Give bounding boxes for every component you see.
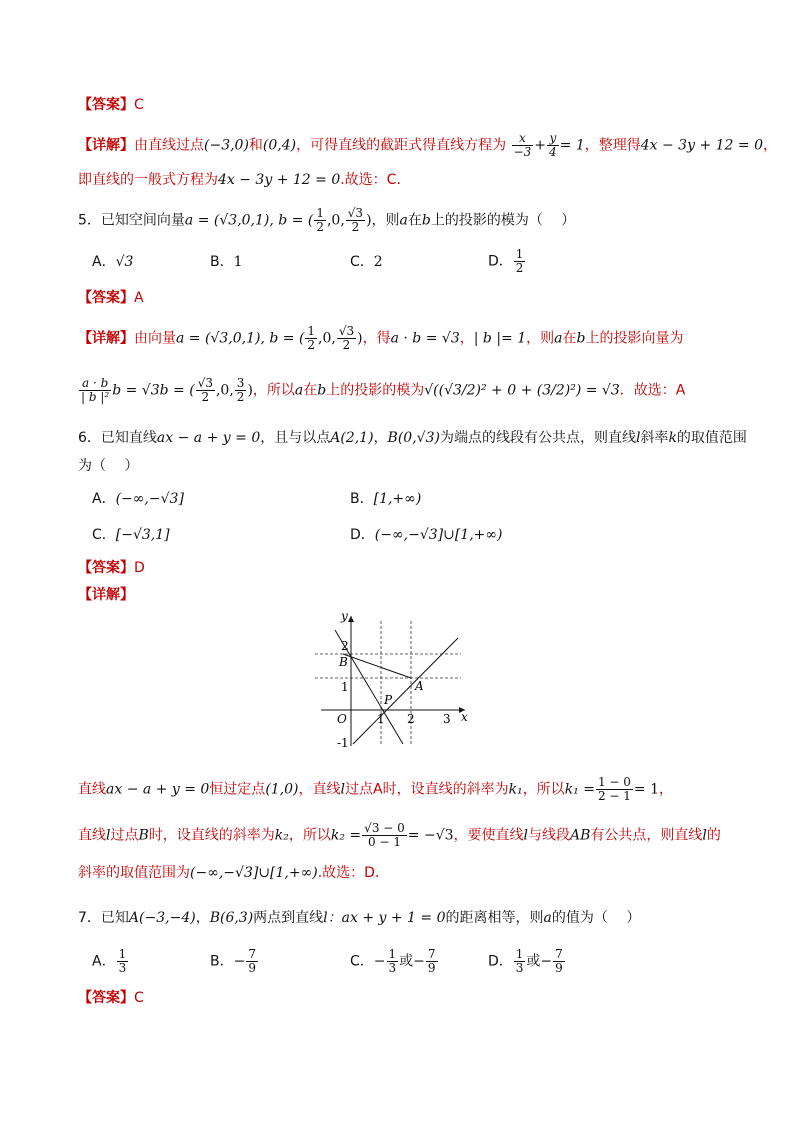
math: = 1 — [559, 137, 585, 154]
detail-text: 上的投影的模为 — [326, 382, 425, 399]
q5-detail-line1 — [78, 325, 734, 352]
question-text: ， — [373, 430, 388, 446]
math: b = √3b = ( — [112, 382, 195, 399]
q6-option-d[interactable]: D．(−∞,−√3]∪[1,+∞) — [350, 527, 503, 543]
q5-option-d[interactable]: D． $\frac{1}{2}$ — [488, 247, 524, 275]
q5-option-c[interactable]: C．2 — [350, 254, 383, 270]
detail-text: ， — [459, 330, 474, 347]
math: l — [702, 827, 707, 844]
y-tick-neg1: -1 — [337, 736, 349, 750]
q7-option-b[interactable]: B．− $\frac{7}{9}$ — [210, 947, 256, 975]
q6-graph — [315, 606, 475, 756]
detail-text: ，整理得 — [584, 137, 641, 154]
math: ) — [247, 382, 253, 399]
q6-answer — [78, 558, 734, 578]
math: l — [106, 827, 111, 844]
q6-stem-line2 — [78, 456, 734, 476]
answer-label: 【答案】 — [78, 97, 134, 113]
q5-answer — [78, 288, 734, 308]
q4-detail-line1 — [78, 131, 777, 159]
detail-text: 由向量 — [134, 330, 176, 347]
math: AB — [570, 827, 591, 844]
math: ,0, — [215, 382, 234, 399]
detail-text: 和 — [248, 137, 263, 154]
detail-text: 过点 — [110, 827, 139, 844]
math: B(6,3) — [209, 910, 254, 926]
question-text: 两点到直线 — [253, 910, 324, 926]
q7-option-c[interactable]: C．− $\frac{1}{3}$ 或− $\frac{7}{9}$ — [350, 947, 436, 975]
answer-value: D — [134, 560, 145, 576]
detail-text: 上的投影向量为 — [585, 330, 684, 347]
math: ) — [357, 330, 363, 347]
question-text: 在 — [407, 212, 422, 229]
question-text: 斜率 — [640, 430, 669, 446]
x-axis-label: x — [461, 710, 468, 724]
question-text: 为（ ） — [78, 458, 139, 474]
q5-detail-line2 — [78, 377, 734, 404]
x-tick-1: 1 — [377, 712, 385, 726]
math: k₁ — [508, 781, 523, 798]
math: l — [340, 781, 345, 798]
fraction: $\frac{√3 - 0}{0 - 1}$ — [364, 821, 405, 849]
math: a — [554, 330, 563, 347]
math: a · b = √3 — [390, 330, 460, 347]
math: (1,0) — [265, 781, 299, 798]
math: = 1 — [633, 781, 660, 798]
detail-text: ，所以 — [252, 382, 295, 399]
question-text: 的取值范围 — [676, 430, 747, 446]
math: (0,4) — [262, 137, 297, 154]
fraction: $\frac{1}{2}$ — [316, 206, 324, 234]
math: ) — [366, 212, 372, 229]
q6-explain-line3 — [78, 863, 734, 883]
q6-stem-line1 — [78, 428, 747, 448]
detail-text: 时，设直线的斜率为 — [148, 827, 275, 844]
q6-option-c[interactable]: C．[−√3,1] — [92, 527, 170, 543]
graph-lines — [335, 630, 458, 744]
detail-text: 斜率的取值范围为 — [78, 865, 190, 881]
point-b-label: B — [339, 655, 348, 669]
answer-label: 【答案】 — [78, 290, 134, 306]
question-text: 5．已知空间向量 — [78, 212, 185, 229]
detail-text: ，所以 — [522, 781, 565, 798]
math: 4x − 3y + 12 = 0 — [640, 137, 763, 154]
q5-option-b[interactable]: B．1 — [210, 254, 243, 270]
detail-text: 过点A时，设直线的斜率为 — [345, 781, 509, 798]
q5-stem — [78, 207, 734, 234]
q4-answer — [78, 95, 734, 115]
detail-text: ，得 — [362, 330, 391, 347]
question-text: ，且与以点 — [260, 430, 331, 446]
fraction: $\frac{x}{-3}$ — [513, 131, 532, 159]
math: l — [635, 430, 641, 446]
math: √((√3/2)² + 0 + (3/2)²) = √3 — [424, 382, 620, 399]
math: 4x − 3y + 12 = 0 — [218, 172, 341, 188]
detail-text: 由直线过点 — [134, 137, 204, 154]
answer-label: 【答案】 — [78, 560, 134, 576]
detail-text: 与线段 — [528, 827, 571, 844]
math: ,0, — [326, 212, 345, 229]
math: b — [421, 212, 431, 229]
math: = −√3 — [407, 827, 454, 844]
math: k₂ — [274, 827, 289, 844]
detail-text: ，则 — [526, 330, 555, 347]
fraction: $\frac{√3}{2}$ — [197, 376, 213, 404]
answer-value: C — [134, 97, 144, 113]
math: b — [576, 330, 586, 347]
math: (−3,0) — [204, 137, 249, 154]
math: a = (√3,0,1), b = ( — [184, 212, 314, 229]
q7-option-a[interactable]: A． $\frac{1}{3}$ — [92, 947, 127, 975]
detail-text: 在 — [303, 382, 318, 399]
question-text: 的距离相等，则 — [445, 910, 544, 926]
q7-answer — [78, 988, 734, 1008]
q6-option-b[interactable]: B．[1,+∞) — [350, 491, 422, 507]
question-text: ， — [195, 910, 210, 926]
detail-text: 恒过定点 — [209, 781, 266, 798]
detail-label: 【详解】 — [78, 137, 134, 154]
origin-label: O — [337, 712, 347, 726]
detail-text: .故选：D. — [317, 865, 380, 881]
detail-text: ．故选：A — [619, 382, 686, 399]
detail-text: .故选：C. — [340, 172, 401, 188]
y-axis-label: y — [341, 609, 348, 623]
math: ,0, — [318, 330, 336, 347]
math: a — [399, 212, 408, 229]
math: ax − a + y = 0 — [156, 430, 261, 446]
math: A(2,1) — [330, 430, 374, 446]
math: k₁ = — [564, 781, 595, 798]
question-text: 的值为（ ） — [551, 910, 641, 926]
math: a — [294, 382, 304, 399]
fraction: $\frac{1}{2}$ — [307, 324, 316, 352]
math: a — [543, 910, 552, 926]
question-text: 上的投影的模为（ ） — [430, 212, 576, 229]
q5-option-a[interactable]: A．√3 — [92, 254, 134, 270]
x-tick-3: 3 — [443, 712, 451, 726]
q6-explain-line1 — [78, 776, 734, 803]
question-text: 为端点的线段有公共点，则直线 — [439, 430, 636, 446]
detail-text: ，要使直线 — [453, 827, 524, 844]
fraction: $\frac{y}{4}$ — [549, 131, 557, 159]
math: B(0,√3) — [387, 430, 440, 446]
detail-text: 在 — [562, 330, 577, 347]
fraction: $\frac{a \cdot b}{\text{| b |²}}$ — [81, 376, 110, 404]
fraction: $\frac{√3}{2}$ — [347, 206, 364, 234]
math: A(−3,−4) — [128, 910, 196, 926]
answer-value: A — [134, 290, 144, 306]
detail-text: ，直线 — [298, 781, 341, 798]
math: ax − a + y = 0 — [106, 781, 210, 798]
detail-text: ，可得直线的截距式得直线方程为 — [296, 137, 507, 154]
detail-text: ，所以 — [288, 827, 331, 844]
detail-text: ， — [762, 137, 777, 154]
math: (−∞,−√3]∪[1,+∞) — [190, 865, 318, 881]
math: k₂ = — [330, 827, 362, 844]
q6-option-a[interactable]: A．(−∞,−√3] — [92, 491, 184, 507]
math: B — [138, 827, 149, 844]
answer-label: 【答案】 — [78, 990, 134, 1006]
y-tick-2: 2 — [341, 639, 349, 653]
fraction: $\frac{1 - 0}{2 - 1}$ — [597, 775, 631, 803]
y-tick-1: 1 — [341, 680, 349, 694]
detail-text: 有公共点，则直线 — [590, 827, 703, 844]
detail-text: 的 — [706, 827, 721, 844]
detail-text: 即直线的一般式方程为 — [78, 172, 218, 188]
detail-text: 直线 — [78, 827, 106, 844]
point-p-label: P — [384, 693, 393, 707]
q7-option-d[interactable]: D． $\frac{1}{3}$ 或− $\frac{7}{9}$ — [488, 947, 563, 975]
x-tick-2: 2 — [407, 712, 415, 726]
detail-label: 【详解】 — [78, 330, 134, 347]
fraction: $\frac{√3}{2}$ — [338, 324, 355, 352]
math: b — [317, 382, 327, 399]
detail-text: ， — [659, 781, 674, 798]
q6-explain-line2 — [78, 822, 734, 849]
math: + — [534, 137, 547, 154]
math: l — [523, 827, 529, 844]
fraction: $\frac{3}{2}$ — [236, 376, 245, 404]
detail-label: 【详解】 — [78, 587, 134, 603]
detail-text: 直线 — [78, 781, 106, 798]
grid-lines — [315, 621, 461, 746]
math: l：ax + y + 1 = 0 — [323, 910, 446, 926]
math: a = (√3,0,1), b = ( — [176, 330, 305, 347]
q4-detail-line2 — [78, 170, 734, 190]
y-axis-arrow — [348, 616, 354, 622]
question-text: 7．已知 — [78, 910, 129, 926]
question-text: 6．已知直线 — [78, 430, 157, 446]
math: k — [668, 430, 677, 446]
question-text: ，则 — [371, 212, 400, 229]
answer-value: C — [134, 990, 144, 1006]
q7-stem — [78, 908, 734, 928]
q6-detail-label-line — [78, 585, 734, 605]
point-a-label: A — [415, 679, 424, 693]
math: | b |= 1 — [473, 330, 527, 347]
